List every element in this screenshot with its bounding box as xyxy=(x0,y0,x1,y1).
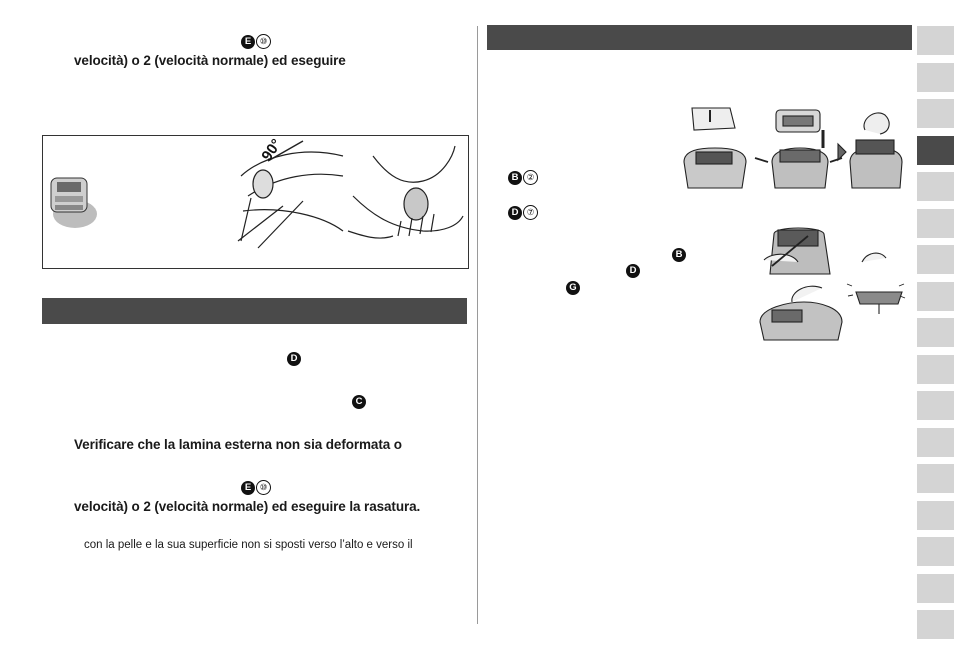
side-tab-2[interactable] xyxy=(917,63,954,92)
section-header-bar-left xyxy=(42,298,467,324)
ref-g xyxy=(566,279,580,297)
side-tab-3[interactable] xyxy=(917,99,954,128)
leg-shaving-illustration xyxy=(238,141,343,248)
usage-figure-box xyxy=(42,135,469,269)
ref-g-circle: G xyxy=(566,281,580,295)
ref-d xyxy=(626,262,640,280)
marker-c-circle: C xyxy=(352,395,366,409)
section-header-bar-right xyxy=(487,25,912,50)
marker-b-circle: B xyxy=(508,171,522,185)
side-tab-5[interactable] xyxy=(917,172,954,201)
marker-e-circle-2: E xyxy=(241,481,255,495)
side-tab-9[interactable] xyxy=(917,318,954,347)
ref-d-circle: D xyxy=(626,264,640,278)
side-tab-11[interactable] xyxy=(917,391,954,420)
right-marker-b2 xyxy=(508,169,538,187)
brush-cleaning-illustration xyxy=(752,222,912,344)
marker-e-circle: E xyxy=(241,35,255,49)
side-tab-8[interactable] xyxy=(917,282,954,311)
cleaning-figure-bottom xyxy=(752,222,912,344)
marker-c-left xyxy=(352,393,366,411)
angle-label: 90° xyxy=(258,136,286,165)
usage-illustration xyxy=(43,136,468,268)
left-marker-2 xyxy=(241,479,271,497)
marker-d-left xyxy=(287,350,301,368)
language-tabs xyxy=(917,26,954,647)
ref-b-circle: B xyxy=(672,248,686,262)
marker-d-circle-right: D xyxy=(508,206,522,220)
left-top-marker xyxy=(241,33,271,51)
side-tab-4-active[interactable] xyxy=(917,136,954,165)
right-marker-d7 xyxy=(508,204,538,222)
side-tab-17[interactable] xyxy=(917,610,954,639)
arm-shaving-illustration xyxy=(348,146,463,238)
ref-b xyxy=(672,246,686,264)
left-line-2: velocità) o 2 (velocità normale) ed eseguire la rasatura. xyxy=(74,499,421,514)
marker-number-10-2: ⑩ xyxy=(256,480,271,495)
side-tab-1[interactable] xyxy=(917,26,954,55)
warning-line: Verificare che la lamina esterna non sia deformata o xyxy=(74,437,402,452)
marker-d-circle: D xyxy=(287,352,301,366)
side-tab-10[interactable] xyxy=(917,355,954,384)
marker-number-7: ⑦ xyxy=(523,205,538,220)
marker-number-10: ⑩ xyxy=(256,34,271,49)
head-removal-illustration xyxy=(680,100,912,194)
side-tab-7[interactable] xyxy=(917,245,954,274)
column-divider xyxy=(477,26,478,624)
side-tab-6[interactable] xyxy=(917,209,954,238)
left-line-3: con la pelle e la sua superficie non si sposti verso l’alto e verso il xyxy=(84,539,413,551)
left-top-line: velocità) o 2 (velocità normale) ed eseguire xyxy=(74,53,346,68)
marker-number-2: ② xyxy=(523,170,538,185)
side-tab-12[interactable] xyxy=(917,428,954,457)
cleaning-figure-top xyxy=(680,100,912,194)
side-tab-13[interactable] xyxy=(917,464,954,493)
shaver-head-icon xyxy=(51,178,97,228)
side-tab-15[interactable] xyxy=(917,537,954,566)
side-tab-14[interactable] xyxy=(917,501,954,530)
side-tab-16[interactable] xyxy=(917,574,954,603)
